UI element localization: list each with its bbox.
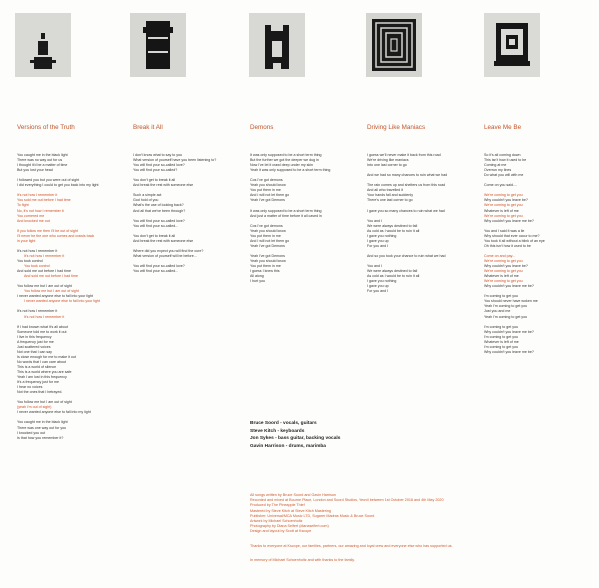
lyric-line: Such a simple act: [133, 193, 162, 198]
lyric-line: Why couldn't you leave me be?: [484, 218, 534, 223]
song-title: Versions of the Truth: [17, 124, 75, 131]
artwork-image-4: [366, 13, 422, 77]
lyric-line: But the further we got the deeper we dug in: [250, 158, 319, 163]
artwork-image-3: [249, 13, 305, 77]
lyric-line: As cold as I would be to ruin it all: [367, 274, 420, 279]
lyric-line: Yeah you should know: [250, 228, 286, 233]
lyric-line: This is a world where you are safe: [17, 370, 72, 375]
lyric-line: And I will not let them go: [250, 238, 290, 243]
lyric-line: We're coming to get you: [484, 193, 523, 198]
lyric-line: I gave you up: [367, 238, 389, 243]
lyric-line: You will find your so-called...: [133, 223, 179, 228]
lyric-line: Cos I've got demons: [250, 178, 283, 183]
credit-line: Gavin Harrison - drums, marimba: [250, 443, 326, 449]
lyric-line: For you and I: [367, 243, 389, 248]
memoriam-text: In memory of Michael Schoenholtz and with thanks to the family.: [250, 557, 355, 562]
lyric-line: I gave you up: [367, 284, 389, 289]
lyric-line: And break the rest with someone else: [133, 238, 194, 243]
lyric-line: You should never have woken me: [484, 299, 538, 304]
lyric-line: It was only supposed to be a short term thing: [250, 208, 322, 213]
lyric-line: God hold of you: [133, 198, 159, 203]
lyric-line: It's not how I remember it: [17, 309, 58, 314]
lyric-line: Whatever is left of me: [484, 208, 519, 213]
lyric-line: You will find your so-called love?: [133, 218, 185, 223]
lyric-line: Why couldn't you leave me be?: [484, 284, 534, 289]
lyric-line: Why couldn't you leave me be?: [484, 329, 534, 334]
lyric-line: You will find your so-called...: [133, 269, 179, 274]
lyric-line: The rain comes up and shelters us from this road: [367, 183, 446, 188]
lyric-line: Whatever is left of me: [484, 274, 519, 279]
song-column-1: [17, 124, 125, 441]
lyric-line: You will find your so-called love?: [133, 264, 185, 269]
lyric-line: As cold as I would be to ruin it all: [367, 228, 420, 233]
lyric-line: You and I: [367, 264, 383, 269]
lyric-line: Whatever is left of me: [484, 339, 519, 344]
lyric-line: Cos I've got demons: [250, 223, 283, 228]
credit-line: Steve Kitch - keyboards: [250, 428, 305, 434]
lyric-line: Coming at me: [484, 163, 507, 168]
song-column-2: [133, 124, 241, 274]
lyric-line: You follow me but I am out of sight: [17, 400, 72, 405]
lyric-line: Come on you said....: [484, 183, 517, 188]
lyric-line: Yeah I'm coming to get you: [484, 314, 528, 319]
lyric-line: And I will not let them go: [250, 193, 290, 198]
lyric-line: You don't get to break it all: [133, 233, 176, 238]
lyric-line: I hear no voices: [17, 385, 43, 390]
song-title: Driving Like Maniacs: [367, 124, 426, 131]
lyric-line: Yeah you should know: [250, 258, 286, 263]
song-column-5: [484, 124, 592, 355]
lyric-line: You took it all without a blink of an eye: [484, 238, 545, 243]
song-column-3: [250, 124, 358, 284]
lyric-line: Yeah I'm coming to get you: [484, 304, 528, 309]
lyric-line: We're coming to get you: [484, 203, 523, 208]
song-title: Break it All: [133, 124, 163, 131]
lyric-line: Yeah I've got Demons: [250, 253, 285, 258]
lyric-line: There's one last corner to go: [367, 198, 413, 203]
lyric-line: Your hands fall and suddenly: [367, 193, 414, 198]
song-title: Leave Me Be: [484, 124, 522, 131]
lyric-line: To fight: [17, 203, 29, 208]
lyric-line: I'm coming to get you: [484, 344, 519, 349]
lyric-line: We were always destined to fall: [367, 269, 418, 274]
lyric-line: We're coming to get you: [484, 258, 523, 263]
lyric-line: Yeah I've got Demons: [250, 198, 285, 203]
song-lyrics: [133, 153, 241, 274]
lyric-line: You and I said it was a lie: [484, 228, 525, 233]
lyric-line: It's not how I remember it: [17, 248, 58, 253]
lyric-line: I'll never be the one who comes and crawls back: [17, 233, 95, 238]
lyric-line: I gave you nothing: [367, 279, 397, 284]
song-lyrics: [367, 153, 475, 294]
lyric-line: You took control: [17, 258, 43, 263]
lyric-line: I guess we'll never make it back from this road: [367, 153, 441, 157]
lyric-line: It's not how I remember it: [17, 193, 58, 198]
lyric-line: We're coming to get you: [484, 279, 523, 284]
lyric-line: You put them in me: [250, 233, 281, 238]
lyric-line: I hurt you: [250, 279, 265, 284]
lyric-line: All along: [250, 274, 264, 279]
lyric-line: I never wanted anyone else to fall into your light: [24, 299, 100, 304]
lyric-line: But you lost your head: [17, 168, 53, 173]
lyric-line: I guess I knew this: [250, 269, 280, 274]
lyric-line: Not one that I can say: [17, 349, 52, 354]
lyric-line: You and I: [367, 218, 383, 223]
lyric-line: No words that I can care about: [17, 359, 66, 364]
lyric-line: You sold me out before I had time: [17, 198, 71, 203]
lyric-line: What version of yourself have you been listening to?: [133, 158, 217, 163]
lyric-line: I thought it'd be a matter of time: [17, 163, 68, 168]
lyric-line: There was one way out for you: [17, 425, 67, 430]
lyric-line: Do what you will with me: [484, 173, 524, 178]
lyric-line: For you and I: [367, 289, 389, 294]
production-line: Recorded and mixed at Bourne Place, London and Soord Studios, Yeovil between 1st October 2018 and 4th May 2020: [250, 498, 444, 503]
lyric-line: We're coming to get you: [484, 269, 523, 274]
lyric-line: (yeah I'm out of sight): [17, 405, 52, 410]
lyric-line: You caught me in the black light: [17, 420, 68, 425]
lyric-line: There was no way out for us: [17, 158, 63, 163]
lyric-line: It was only supposed to be a short term thing: [250, 153, 322, 157]
lyric-line: And break the rest with someone else: [133, 183, 194, 188]
lyric-line: We're driving like maniacs: [367, 158, 409, 163]
artwork-image-5: [484, 13, 540, 77]
lyric-line: This isn't how it used to be: [484, 158, 527, 163]
lyric-line: I don't know what to say to you: [133, 153, 183, 157]
lyric-line: Just you and me: [484, 309, 511, 314]
lyric-line: Yeah I've got Demons: [250, 243, 285, 248]
production-line: Artwork by Michael Schoenholtz: [250, 519, 303, 524]
lyric-line: So it's all coming down: [484, 153, 521, 157]
lyric-line: Oh this isn't how it used to be: [484, 243, 531, 248]
production-line: Design and layout by Scott at Kscope: [250, 529, 312, 534]
lyric-line: I gave you so many chances to ruin what we had: [367, 208, 445, 213]
lyric-line: You caught me in the black light: [17, 153, 68, 157]
lyric-line: We're coming to get you: [484, 213, 523, 218]
lyric-line: Where did you expect you will find the cure?: [133, 248, 204, 253]
song-lyrics: [484, 153, 592, 355]
production-line: All songs written by Bruce Soord and Gavin Harrison: [250, 493, 337, 497]
lyric-line: You don't get to break it all: [133, 178, 176, 183]
lyric-line: You follow me but I am out of sight: [17, 284, 72, 289]
lyric-line: You put them in me: [250, 188, 281, 193]
production-line: Mastered by Steve Kitch at Steve Kitch Mastering: [250, 508, 331, 513]
production-line: Publisher: Universal/MCA Music LTD, Sugarer Madras Music & Bruce Soord: [250, 513, 375, 518]
lyric-line: I live in this frequency: [17, 334, 52, 339]
lyric-line: And just a matter of time before it all caved in: [250, 213, 322, 218]
lyric-line: Into one last corner to go: [367, 163, 407, 168]
lyric-line: Why should that ever occur to me?: [484, 233, 540, 238]
lyric-line: It's not how I remember it: [24, 314, 65, 319]
song-column-4: [367, 124, 475, 294]
lyric-line: in your light: [17, 238, 36, 243]
lyric-line: You put them in me: [250, 264, 281, 269]
lyric-line: You follow me but I am out of sight: [24, 289, 79, 294]
lyric-line: Someone told me to work it out: [17, 329, 67, 334]
lyric-line: You took control: [24, 264, 50, 269]
lyric-line: You will find your so-called?: [133, 168, 178, 173]
lyric-line: I'm coming to get you: [484, 324, 519, 329]
lyric-line: I knocked you out: [17, 430, 46, 435]
band-credits: [250, 420, 340, 450]
lyric-line: And sold me out before I had time: [17, 269, 71, 274]
lyric-line: Yeah it was only supposed to be a short term thing: [250, 168, 331, 173]
lyric-line: If you follow me then I'll be out of sight: [17, 228, 78, 233]
lyric-line: I never wanted anyone else to fall into your light: [17, 294, 93, 299]
lyric-line: And sold me out before I had time: [24, 274, 78, 279]
production-credits: [250, 493, 453, 563]
lyric-line: It's a frequency just for me: [17, 380, 60, 385]
credit-line: Bruce Soord - vocals, guitars: [250, 421, 317, 426]
lyric-line: And knocked me out: [17, 218, 50, 223]
lyric-line: What's the use of looking back?: [133, 203, 184, 208]
production-line: Photography by Diana Seifert (dianaseifert.com): [250, 524, 329, 529]
lyric-line: Just scattered voices: [17, 344, 51, 349]
lyric-line: This is a world of silence: [17, 364, 57, 369]
thanks-text: Thanks to everyone at Kscope, our families, partners, our amazing and loyal crew and everyone else who has supported us.: [250, 543, 453, 548]
lyric-line: What version of yourself will be before...: [133, 253, 197, 258]
lyric-line: And we had so many chances to ruin what we had: [367, 173, 448, 178]
lyric-line: Why couldn't you leave me be?: [484, 349, 534, 354]
lyric-line: I did everything I could to get you back into my light: [17, 183, 99, 188]
lyric-line: And all that we've been through?: [133, 208, 186, 213]
lyric-line: We were always destined to fall: [367, 223, 418, 228]
lyric-line: Is that how you remember it?: [17, 435, 64, 440]
lyric-line: I never wanted anyone else to fall into my light: [17, 410, 91, 415]
artwork-image-2: [130, 13, 186, 77]
lyric-line: Why couldn't you leave be?: [484, 198, 528, 203]
lyric-line: It's not how I remember it: [24, 253, 65, 258]
lyric-line: You will find your so-called love?: [133, 163, 185, 168]
lyric-line: No, it's not how I remember it: [17, 208, 64, 213]
song-lyrics: [17, 153, 125, 441]
lyric-line: If I had known what it's all about: [17, 324, 68, 329]
lyric-line: A frequency just for me: [17, 339, 54, 344]
credit-line: Jon Sykes - bass guitar, backing vocals: [250, 436, 341, 442]
lyric-line: Overrun my lines: [484, 168, 512, 173]
lyric-line: Now I've let it crawl deep under my skin: [250, 163, 314, 168]
song-lyrics: [250, 153, 358, 284]
lyric-line: I'm coming to get you: [484, 334, 519, 339]
lyric-line: I gave you nothing: [367, 233, 397, 238]
lyric-line: Not the ones that I betrayed.: [17, 390, 63, 395]
lyric-line: Come on and pay...: [484, 253, 516, 258]
lyric-line: And so you took your chance to ruin what we had: [367, 253, 446, 258]
lyric-line: You cornered me: [17, 213, 45, 218]
lyric-line: Is close enough for me to make it out: [17, 354, 76, 359]
song-title: Demons: [250, 124, 274, 131]
lyric-line: Yeah I am lost in this frequency: [17, 375, 67, 380]
artwork-image-1: [15, 13, 71, 77]
lyric-line: And all who travelled it: [367, 188, 403, 193]
lyric-line: I'm coming to get you: [484, 294, 519, 299]
lyric-line: I followed you but you were out of sight: [17, 178, 80, 183]
lyric-line: Why couldn't you leave be?: [484, 264, 528, 269]
lyric-line: Yeah you should know: [250, 183, 286, 188]
production-line: Produced by The Pineapple Thief: [250, 503, 305, 508]
